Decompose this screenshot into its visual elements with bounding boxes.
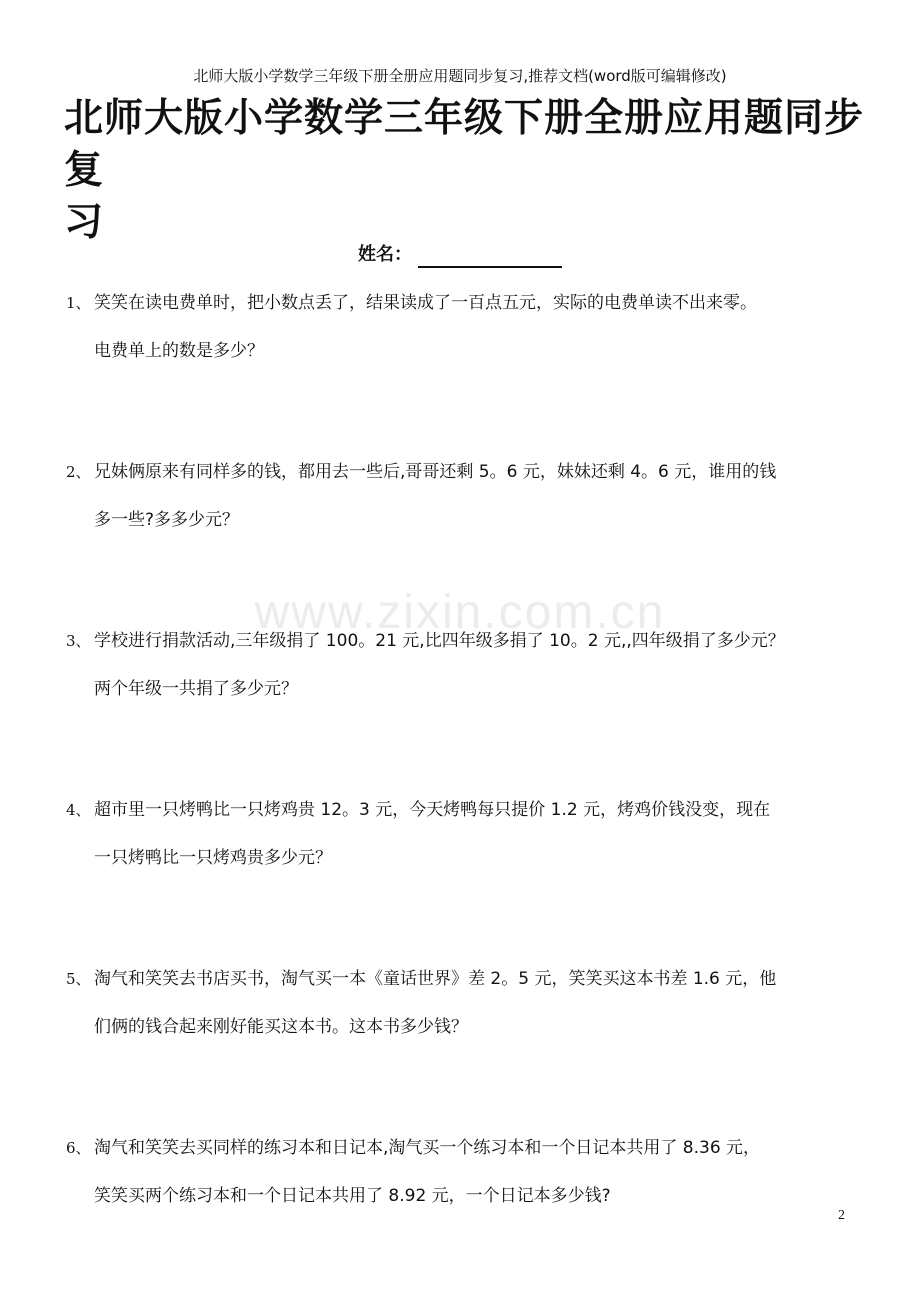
document-title [64,93,864,249]
question-text-continued: 电费单上的数是多少？ [94,341,264,361]
title-line-2: 习 [64,200,105,245]
question-1 [66,279,866,375]
title-line-1: 北师大版小学数学三年级下册全册应用题同步复 [64,96,865,193]
question-text-continued: 两个年级一共捐了多少元？ [94,679,298,699]
question-text-continued: 笑笑买两个练习本和一个日记本共用了 8.92 元，一个日记本多少钱? [94,1186,611,1206]
page-number: 2 [838,1208,845,1223]
question-4 [66,786,866,882]
question-number: 4、 [66,801,91,819]
name-blank-line [418,246,562,268]
question-number: 5、 [66,970,91,988]
name-field [0,242,920,268]
watermark: www.zixin.com.cn [254,586,666,639]
question-number: 3、 [66,632,91,650]
question-2 [66,448,866,544]
question-text: 超市里一只烤鸭比一只烤鸡贵 12。3 元，今天烤鸭每只提价 1.2 元，烤鸡价钱没变，现在 [94,800,771,820]
question-text: 笑笑在读电费单时，把小数点丢了，结果读成了一百点五元，实际的电费单读不出来零。 [94,293,757,313]
question-5 [66,955,866,1051]
question-text: 学校进行捐款活动,三年级捐了 100。21 元,比四年级多捐了 10。2 元,,四年级捐了多少元？ [94,631,785,651]
question-number: 6、 [66,1139,91,1157]
question-number: 2、 [66,463,91,481]
document-header: 北师大版小学数学三年级下册全册应用题同步复习,推荐文档(word版可编辑修改) [193,67,727,85]
question-text-continued: 们俩的钱合起来刚好能买这本书。这本书多少钱？ [94,1017,468,1037]
question-text: 淘气和笑笑去书店买书，淘气买一本《童话世界》差 2。5 元，笑笑买这本书差 1.6 元，他 [94,969,777,989]
name-label: 姓名： [358,244,412,265]
question-text: 兄妹俩原来有同样多的钱，都用去一些后,哥哥还剩 5。6 元，妹妹还剩 4。6 元，谁用的钱 [94,462,777,482]
question-text-continued: 多一些?多多少元？ [94,510,240,530]
question-text: 淘气和笑笑去买同样的练习本和日记本,淘气买一个练习本和一个日记本共用了 8.36 元， [94,1138,761,1158]
question-text-continued: 一只烤鸭比一只烤鸡贵多少元？ [94,848,332,868]
question-3 [66,617,866,713]
question-6 [66,1124,866,1220]
question-number: 1、 [66,294,91,312]
